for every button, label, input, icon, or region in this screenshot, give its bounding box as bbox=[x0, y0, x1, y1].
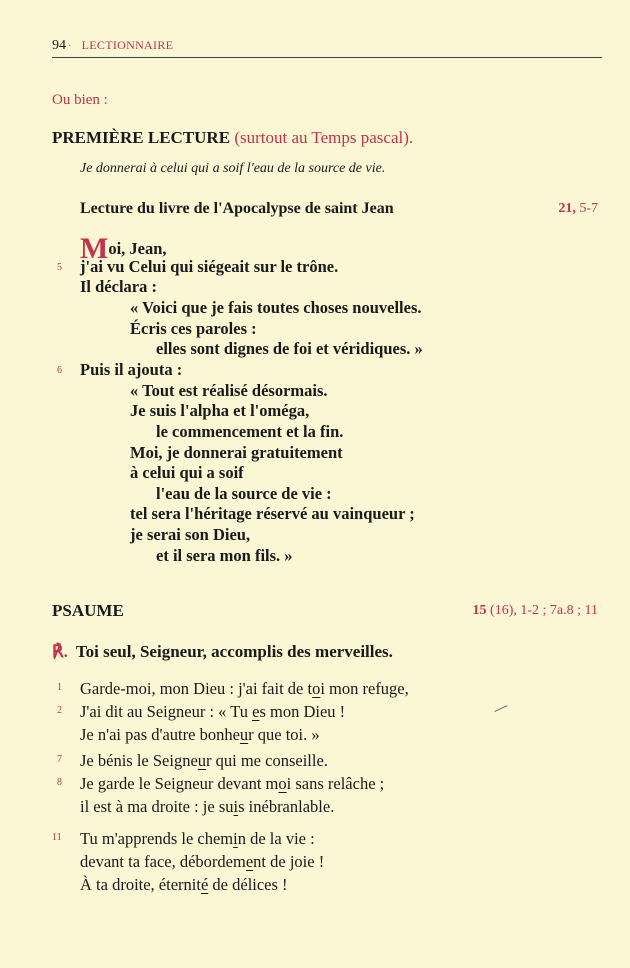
psalm-line bbox=[80, 829, 315, 849]
reading-line bbox=[80, 360, 182, 380]
psalm-line-text: i sans relâche ; bbox=[286, 774, 385, 793]
psalm-line bbox=[80, 774, 384, 794]
intro-note: Ou bien : bbox=[52, 92, 108, 108]
psalm-line-text: Garde-moi, mon Dieu : j'ai fait de t bbox=[80, 679, 313, 698]
psalm-line-text: Je n'ai pas d'autre bonhe bbox=[80, 725, 240, 744]
psalm-line-text: i mon refuge, bbox=[320, 679, 409, 698]
psalm-line-text: Je bénis le Seigne bbox=[80, 751, 198, 770]
psalm-line bbox=[80, 852, 324, 872]
reading-line-text: et il sera mon fils. » bbox=[156, 545, 293, 565]
reading-rubric: (surtout au Temps pascal). bbox=[234, 128, 414, 147]
psalm-line bbox=[80, 679, 409, 699]
psalm-line-text: nt de joie ! bbox=[253, 852, 325, 871]
reading-line bbox=[130, 401, 309, 421]
verse-number: 8 bbox=[57, 777, 62, 788]
reading-line bbox=[130, 443, 343, 463]
reference-chapter: 21, bbox=[558, 201, 576, 216]
reading-line bbox=[80, 257, 338, 277]
accented-syllable: u bbox=[197, 751, 207, 770]
reading-line-text: oi, Jean, bbox=[108, 239, 167, 258]
verse-number: 7 bbox=[57, 754, 62, 765]
reading-book-title: Lecture du livre de l'Apocalypse de saint Jean bbox=[80, 200, 394, 217]
psalm-line-text: il est à ma droite : je su bbox=[80, 797, 234, 816]
reading-line-text: Puis il ajouta : bbox=[80, 359, 183, 379]
accented-syllable: o bbox=[278, 774, 287, 793]
reading-line bbox=[156, 339, 423, 359]
reading-line-text: à celui qui a soif bbox=[130, 463, 244, 483]
running-title: LECTIONNAIRE bbox=[81, 38, 174, 52]
psalm-line-text: de délices ! bbox=[208, 875, 288, 894]
reading-line-text: j'ai vu Celui qui siégeait sur le trône. bbox=[80, 256, 339, 276]
reading-line-text: je serai son Dieu, bbox=[130, 525, 251, 545]
accented-syllable: e bbox=[252, 702, 260, 721]
header-rule bbox=[52, 57, 602, 58]
flex-mark bbox=[494, 705, 507, 712]
drop-cap: M bbox=[80, 232, 109, 265]
reading-line bbox=[80, 277, 157, 297]
reading-line bbox=[130, 463, 244, 483]
verse-number: 2 bbox=[57, 705, 62, 716]
reading-title: PREMIÈRE LECTURE bbox=[52, 128, 231, 147]
verse-number: 5 bbox=[57, 261, 62, 273]
psalm-ref-number: 15 bbox=[472, 603, 487, 618]
reading-line-text: Je suis l'alpha et l'oméga, bbox=[130, 401, 310, 421]
refrain-text: Toi seul, Seigneur, accomplis des merveilles. bbox=[75, 642, 393, 661]
psalm-line bbox=[80, 725, 320, 745]
reading-line-text: Il déclara : bbox=[80, 277, 157, 297]
reading-line bbox=[156, 546, 293, 566]
verse-number: 6 bbox=[57, 364, 62, 376]
psalm-ref-verses: (16), 1-2 ; 7a.8 ; 11 bbox=[486, 603, 598, 618]
accented-syllable: u bbox=[239, 725, 249, 744]
psalm-line-text: n de la vie : bbox=[237, 829, 315, 848]
reading-line bbox=[130, 298, 422, 318]
reference-verses: 5-7 bbox=[575, 201, 598, 216]
page-number: 94 bbox=[52, 38, 66, 53]
psalm-line-text: s mon Dieu ! bbox=[259, 702, 346, 721]
accented-syllable: i bbox=[233, 829, 238, 848]
running-head bbox=[52, 38, 173, 54]
psalm-line bbox=[80, 702, 345, 722]
reading-line-text: « Tout est réalisé désormais. bbox=[130, 380, 328, 400]
verse-number: 1 bbox=[57, 682, 62, 693]
psalm-line-text: devant ta face, débordem bbox=[80, 852, 246, 871]
reading-line-text: le commencement et la fin. bbox=[156, 421, 344, 441]
reading-line-text: Écris ces paroles : bbox=[130, 318, 257, 338]
reading-reference bbox=[558, 201, 598, 217]
psalm-line bbox=[80, 797, 334, 817]
reading-line bbox=[156, 484, 332, 504]
psalm-heading: PSAUME bbox=[52, 601, 124, 620]
ornament-mark: · bbox=[68, 40, 72, 52]
psalm-line-text: s inébranlable. bbox=[238, 797, 335, 816]
reading-line bbox=[130, 525, 250, 545]
response-symbol: ℟. bbox=[52, 642, 68, 661]
psalm-line-text: Tu m'apprends le chem bbox=[80, 829, 234, 848]
reading-line-text: « Voici que je fais toutes choses nouvelles. bbox=[130, 297, 422, 317]
psalm-line-text: Je garde le Seigneur devant m bbox=[80, 774, 279, 793]
reading-line bbox=[130, 319, 257, 339]
psalm-line-text: J'ai dit au Seigneur : « Tu bbox=[80, 702, 253, 721]
psalm-line bbox=[80, 751, 328, 771]
psalm-refrain bbox=[52, 642, 393, 662]
psalm-reference bbox=[473, 603, 598, 619]
accented-syllable: i bbox=[233, 797, 239, 816]
psalm-line-text: r que toi. » bbox=[248, 725, 320, 744]
reading-line bbox=[130, 381, 328, 401]
accented-syllable: é bbox=[200, 875, 209, 894]
accented-syllable: o bbox=[312, 679, 321, 698]
psalm-line-text: À ta droite, éternit bbox=[80, 875, 201, 894]
accented-syllable: e bbox=[245, 852, 254, 871]
reading-line-text: l'eau de la source de vie : bbox=[156, 483, 332, 503]
verse-number: 11 bbox=[52, 832, 62, 843]
reading-line bbox=[130, 504, 415, 524]
reading-summary: Je donnerai à celui qui a soif l'eau de la source de vie. bbox=[80, 161, 386, 176]
reading-line-text: Moi, je donnerai gratuitement bbox=[130, 442, 343, 462]
reading-line-text: tel sera l'héritage réservé au vainqueur ; bbox=[130, 504, 415, 524]
psalm-line bbox=[80, 875, 288, 895]
psalm-line-text: r qui me conseille. bbox=[206, 751, 328, 770]
reading-line-text: elles sont dignes de foi et véridiques. » bbox=[156, 339, 423, 359]
reading-line bbox=[156, 422, 343, 442]
reading-heading bbox=[52, 128, 413, 148]
